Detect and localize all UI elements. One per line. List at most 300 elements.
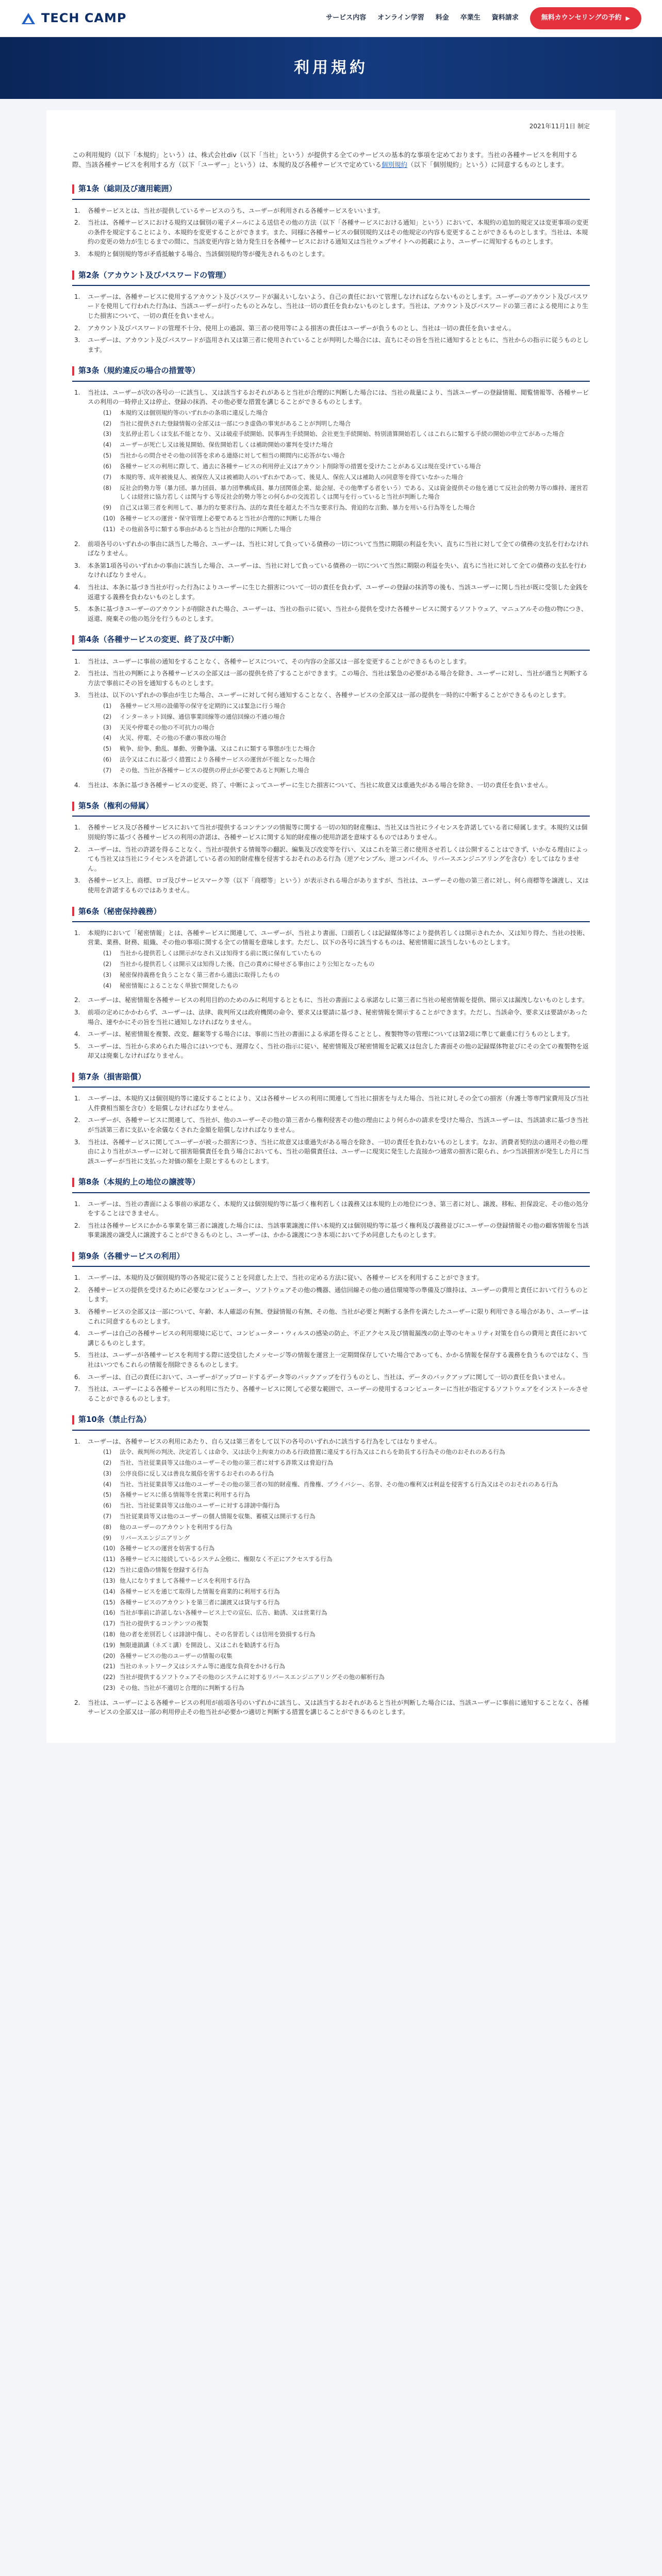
sub-item-text: 当社に提供された登録情報の全部又は一部につき虚偽の事実があることが判明した場合 — [120, 419, 351, 427]
sub-item — [103, 1448, 558, 1457]
article-item — [74, 781, 590, 790]
item-text: ユーザーは、秘密情報を複製、改変、翻案等する場合には、事前に当社の書面による承諾を得ることとし、複製物等の管理については第2項に準じて厳重に行うものとします。 — [88, 1030, 574, 1038]
item-text: 当社は、ユーザーによる各種サービスの利用が前項各号のいずれかに該当し、又は該当するおそれがあると当社が判断した場合には、当該ユーザーに事前に通知することなく、各種サービスの全部又は一部の利用停止その他当社が必要かつ適切と判断する措置を講じることができるものとします。 — [88, 1699, 589, 1716]
item-number: 3. — [74, 691, 80, 699]
sub-item — [103, 1501, 558, 1511]
item-text: ユーザーは、当社の許諾を得ることなく、当社が提供する情報等の翻訳、編集及び改変等を行い、又はこれを第三者に使用させ若しくは公開することはできず、いかなる理由によっても当社又は当社にライセンスを許諾している者の知的財産権を侵害するおそれのある行為（逆アセンブル、逆コンパイル、リバースエンジニアリングを含む）をしてはなりません。 — [88, 845, 588, 872]
sub-item-text: 反社会的勢力等（暴力団、暴力団員、暴力団準構成員、暴力団関係企業、総会屋、その他準ずる者をいう）である、又は資金提供その他を通じて反社会的勢力等の維持、運営若しくは経営に協力若しくは関与する等反社会的勢力等との何らかの交流若しくは関与を行っていると当社が判断した場合 — [120, 484, 588, 501]
sub-item-text: 法令又はこれに基づく措置により各種サービスの運営が不能となった場合 — [120, 756, 316, 763]
article-title: 第2条（アカウント及びパスワードの管理） — [78, 270, 231, 280]
sub-item-text: その他前各号に類する事由があると当社が合理的に判断した場合 — [120, 525, 292, 533]
sub-item — [103, 1587, 558, 1597]
sub-item-text: 本規約等、成年被後見人、被保佐人又は被補助人のいずれかであって、後見人、保佐人又は補助人の同意等を得ていなかった場合 — [120, 473, 464, 481]
item-body — [88, 206, 384, 216]
article-item — [74, 1221, 590, 1240]
item-text: ユーザーは自己の各種サービスの利用環境に応じて、コンピューター・ウィルスの感染の防止、不正アクセス及び情報漏洩の防止等のセキュリティ対策を自らの費用と責任において講じるものとします。 — [88, 1330, 588, 1347]
item-number: 1. — [74, 824, 80, 832]
article-item — [74, 539, 590, 558]
sub-item-number: (19) — [103, 1641, 115, 1649]
sub-item-number: (15) — [103, 1598, 115, 1606]
sub-item-number: (4) — [103, 734, 112, 742]
sub-item-number: (12) — [103, 1566, 115, 1574]
sub-item-text: 当社の提供するコンテンツの複製 — [120, 1620, 208, 1628]
heading-accent-bar — [72, 184, 74, 194]
item-text: 当社は、本条に基づき当社が行った行為によりユーザーに生じた損害について一切の責任を負わず、ユーザーの登録の抹消等の後も、当該ユーザーに関し当社が既に受領した金銭を返還する義務を負わないものとします。 — [88, 583, 588, 601]
heading-accent-bar — [72, 635, 74, 645]
item-number: 5. — [74, 1042, 80, 1050]
item-body — [88, 1199, 590, 1218]
sub-item-text: 各種サービス用の設備等の保守を定期的に又は緊急に行う場合 — [120, 702, 286, 709]
sub-item — [103, 1566, 558, 1575]
item-number: 4. — [74, 583, 80, 591]
sub-item-number: (4) — [103, 1480, 112, 1488]
item-body — [88, 604, 590, 623]
sub-item-text: 天災や停電その他の不可抗力の場合 — [120, 723, 214, 731]
article-item — [74, 583, 590, 602]
sub-item-number: (7) — [103, 473, 112, 481]
article-item — [74, 1329, 590, 1348]
sub-item — [103, 451, 590, 461]
heading-accent-bar — [72, 1252, 74, 1261]
item-text: ユーザーは、本規約又は個別規約等に違反することにより、又は各種サービスの利用に関連して当社に損害を与えた場合、当社に対しその全ての損害（弁護士等専門家費用及び当社人件費相当額を含む）を賠償しなければなりません。 — [88, 1095, 589, 1112]
sub-item-number: (21) — [103, 1663, 115, 1670]
sub-item — [103, 419, 590, 429]
item-body — [88, 1042, 590, 1061]
item-number: 2. — [74, 1116, 80, 1124]
item-body — [88, 657, 470, 667]
sub-item-number: (1) — [103, 950, 112, 957]
logo-text: TECH CAMP — [41, 10, 127, 25]
article-item — [74, 1029, 590, 1039]
item-body — [88, 1008, 590, 1027]
sub-item — [103, 713, 570, 722]
sub-item — [103, 525, 590, 534]
item-text: 各種サービス及び各種サービスにおいて当社が提供するコンテンツの情報等に関する一切の知的財産権は、当社又は当社にライセンスを許諾している者に帰属します。本規約又は個別規約等に基づく各種サービスの利用の許諾は、各種サービスに関する知的財産権の使用許諾を意味するものではありません。 — [88, 824, 588, 841]
sub-item — [103, 462, 590, 471]
item-text: 本規約において「秘密情報」とは、各種サービスに関連して、ユーザーが、当社より書面、口頭若しくは記録媒体等により提供若しくは開示されたか、又は知り得た、当社の技術、営業、業務、財務、組織、その他の事項に関する全ての情報を意味します。ただし、以下の各号に該当するものは、秘密情報に該当しないものとします。 — [88, 929, 589, 946]
item-body — [88, 1350, 590, 1369]
item-text: 当社は、以下のいずれかの事由が生じた場合、ユーザーに対して何ら通知することなく、各種サービスの全部又は一部の提供を一時的に中断することができるものとします。 — [88, 691, 570, 699]
item-number: 3. — [74, 336, 80, 344]
sub-item-text: 当社から提供若しくは開示又は知得した後、自己の責めに帰せざる事由により公知となったもの — [120, 960, 375, 968]
item-number: 5. — [74, 605, 80, 613]
article-heading — [72, 800, 590, 817]
sub-item-list — [88, 409, 590, 534]
nav-documents[interactable]: 資料請求 — [491, 14, 519, 22]
item-number: 2. — [74, 1286, 80, 1294]
article-item — [74, 1115, 590, 1134]
sub-item-text: 他の者を差別若しくは誹謗中傷し、その名誉若しくは信用を毀損する行為 — [120, 1630, 316, 1638]
sub-item-text: 本規約又は個別規約等のいずれかの条項に違反した場合 — [120, 409, 268, 416]
item-body — [88, 995, 588, 1005]
article-item — [74, 335, 590, 354]
article-section — [72, 365, 590, 623]
item-body — [88, 249, 328, 259]
article-item — [74, 1307, 590, 1326]
item-text: 本条に基づきユーザーのアカウントが削除された場合、ユーザーは、当社の指示に従い、当社から提供を受けた各種サービスに関するソフトウェア、マニュアルその他の物につき、返還、廃棄その他の処分を行うものとします。 — [88, 605, 588, 622]
sub-item-text: ユーザーが死亡し又は後見開始、保佐開始若しくは補助開始の審判を受けた場合 — [120, 441, 333, 449]
item-text: ユーザーは、アカウント及びパスワードが盗用され又は第三者に使用されていることが判明した場合には、直ちにその旨を当社に通知するとともに、当社からの指示に従うものとします。 — [88, 336, 589, 353]
sub-item — [103, 440, 590, 450]
article-item — [74, 995, 590, 1005]
item-number: 2. — [74, 1699, 80, 1706]
item-number: 7. — [74, 1385, 80, 1393]
sub-item-number: (3) — [103, 723, 112, 731]
sub-item-text: インターネット回線、通信事業回線等の通信回線の不通の場合 — [120, 713, 285, 720]
item-text: ユーザーは、秘密情報を各種サービスの利用目的のためのみに利用するとともに、当社の書面による承諾なしに第三者に当社の秘密情報を提供、開示又は漏洩しないものとします。 — [88, 996, 589, 1004]
article-item — [74, 1094, 590, 1113]
nav-online[interactable]: オンライン学習 — [377, 14, 424, 22]
item-number: 4. — [74, 781, 80, 789]
item-body — [88, 292, 590, 321]
sub-item-text: 各種サービスの利用に際して、過去に各種サービスの利用停止又はアカウント削除等の措置を受けたことがある又は現在受けている場合 — [120, 462, 482, 470]
item-body — [88, 1698, 590, 1717]
sub-item-number: (3) — [103, 971, 112, 978]
sub-item-number: (5) — [103, 745, 112, 753]
nav-price[interactable]: 料金 — [435, 14, 449, 22]
sub-item — [103, 1480, 558, 1489]
enacted-date: 2021年11月1日 制定 — [529, 123, 590, 130]
item-text: 各種サービスの全部又は一部について、年齢、本人確認の有無、登録情報の有無、その他、当社が必要と判断する条件を満たしたユーザーに限り利用できる場合があり、ユーザーはこれに同意するものとします。 — [88, 1308, 589, 1325]
article-heading — [72, 183, 590, 199]
sub-item — [103, 1490, 558, 1500]
sub-item-number: (2) — [103, 713, 112, 720]
item-body — [88, 1273, 483, 1283]
sub-item-text: 各種サービスのアカウントを第三者に譲渡又は貸与する行為 — [120, 1598, 280, 1606]
sub-item — [103, 755, 570, 765]
item-body — [88, 1285, 590, 1304]
article-item — [74, 1437, 590, 1696]
item-number: 1. — [74, 1200, 80, 1208]
sub-item — [103, 1555, 558, 1564]
article-item — [74, 1350, 590, 1369]
sub-item — [103, 1641, 558, 1650]
individual-terms-link[interactable]: 個別規約 — [382, 160, 408, 168]
item-number: 1. — [74, 207, 80, 214]
sub-item-text: 他人になりすまして各種サービスを利用する行為 — [120, 1577, 250, 1584]
logo[interactable] — [21, 9, 126, 28]
item-number: 2. — [74, 1222, 80, 1229]
sub-item — [103, 503, 590, 513]
article-item-list — [72, 928, 590, 1061]
article-heading — [72, 365, 590, 381]
sub-item-number: (9) — [103, 1534, 112, 1541]
item-number: 2. — [74, 670, 80, 677]
sub-item-number: (16) — [103, 1609, 115, 1617]
sub-item-number: (5) — [103, 452, 112, 460]
article-title: 第10条（禁止行為） — [78, 1415, 151, 1425]
item-number: 1. — [74, 388, 80, 396]
sub-item — [103, 1608, 558, 1618]
item-text: ユーザーは、当社から求められた場合にはいつでも、遅滞なく、当社の指示に従い、秘密情報及び秘密情報を記載又は包含した書面その他の記録媒体物並びにその全ての複製物を返却又は廃棄しなければなりません。 — [88, 1042, 589, 1060]
article-item — [74, 1273, 590, 1283]
article-title: 第4条（各種サービスの変更、終了及び中断） — [78, 635, 239, 645]
sub-item — [103, 1459, 558, 1468]
article-item — [74, 669, 590, 688]
item-body — [88, 928, 590, 993]
sub-item — [103, 1652, 558, 1661]
item-text: 各種サービス上、商標、ロゴ及びサービスマーク等（以下「商標等」という）が表示される場合がありますが、当社は、ユーザーその他の第三者に対し、何ら商標等を譲渡し、又は使用を許諾するものではありません。 — [88, 877, 589, 894]
item-body — [88, 583, 590, 602]
article-section — [72, 1414, 590, 1717]
item-number: 2. — [74, 219, 80, 227]
sub-item-number: (9) — [103, 504, 112, 512]
article-item — [74, 249, 590, 259]
item-number: 2. — [74, 324, 80, 332]
sub-item-text: 各種サービスに係る情報等を営業に利用する行為 — [120, 1491, 250, 1499]
sub-item-text: 各種サービスの他のユーザーの情報の収集 — [120, 1652, 233, 1659]
article-title: 第3条（規約違反の場合の措置等） — [78, 366, 200, 376]
sub-item-text: 当社に虚偽の情報を登録する行為 — [120, 1566, 209, 1574]
sub-item-number: (5) — [103, 1491, 112, 1499]
item-number: 2. — [74, 996, 80, 1004]
article-heading — [72, 1414, 590, 1430]
sub-item-number: (7) — [103, 1513, 112, 1520]
sub-item — [103, 1544, 558, 1553]
article-section — [72, 1176, 590, 1240]
sub-item-text: 法令、裁判所の判決、決定若しくは命令、又は法令上拘束力のある行政措置に違反する行為又はこれらを助長する行為その他のおそれのある行為 — [120, 1448, 505, 1456]
item-number: 3. — [74, 1138, 80, 1146]
item-body — [88, 845, 590, 874]
item-body — [88, 1221, 590, 1240]
article-item — [74, 206, 590, 216]
item-number: 2. — [74, 845, 80, 853]
item-text: 当社は、当社の判断により各種サービスの全部又は一部の提供を終了することができます。この場合、当社は緊急の必要がある場合を除き、ユーザーに対し、当社が適当と判断する方法で事前にその旨を通知するものとします。 — [88, 670, 588, 687]
item-text: 前項各号のいずれかの事由に該当した場合、ユーザーは、当社に対して負っている債務の一切について当然に期限の利益を失い、直ちに当社に対して全ての債務の支払を行わなければなりません。 — [88, 540, 589, 557]
item-body — [88, 335, 590, 354]
sub-item — [103, 1577, 558, 1586]
sub-item-text: 無限連鎖講（ネズミ講）を開設し、又はこれを勧誘する行為 — [120, 1641, 280, 1649]
sub-item — [103, 409, 590, 418]
article-title: 第8条（本規約上の地位の譲渡等） — [78, 1177, 200, 1187]
sub-item-number: (1) — [103, 1448, 112, 1456]
sub-item-number: (11) — [103, 1555, 115, 1563]
item-text: 当社は、ユーザーによる各種サービスの利用に当たり、各種サービスに関して必要な範囲で、ユーザーの使用するコンピューターに当社が指定するソフトウェアをインストールさせることができるものとします。 — [88, 1385, 588, 1402]
item-text: ユーザーは、各種サービスに使用するアカウント及びパスワードが漏えいしないよう、自己の責任において管理しなければならないものとします。ユーザーのアカウント及びパスワードを使用して行われた行為は、当該ユーザーが行ったものとみなし、当社は一切の責任を負わないものとします。当社は、アカウント及びパスワードの第三者による使用により生じた損害について、一切の責任を負いません。 — [88, 293, 588, 319]
article-item-list — [72, 388, 590, 624]
item-text: 当社は、各種サービスに関してユーザーが被った損害につき、当社に故意又は重過失がある場合を除き、一切の責任を負わないものとします。なお、消費者契約法の適用その他の理由により当社がユーザーに対して損害賠償責任を負う場合においても、当社の賠償責任は、ユーザーに現実に発生した直接かつ通常の損害に限られ、かつ当該損害が発生した月に当該ユーザーが当社に支払った対価の額を上限とするものとします。 — [88, 1138, 589, 1165]
sub-item-text: 当社からの問合せその他の回答を求める連絡に対して相当の期間内に応答がない場合 — [120, 452, 345, 460]
heading-accent-bar — [72, 1073, 74, 1082]
article-item — [74, 1042, 590, 1061]
sub-item-number: (1) — [103, 702, 112, 709]
articles-container — [72, 183, 590, 1717]
sub-item-number: (8) — [103, 484, 112, 492]
article-heading — [72, 906, 590, 922]
item-text: 前項の定めにかかわらず、ユーザーは、法律、裁判所又は政府機関の命令、要求又は要請に基づき、秘密情報を開示することができます。ただし、当該命令、要求又は要請があった場合、速やかにその旨を当社に通知しなければなりません。 — [88, 1008, 588, 1026]
item-body — [88, 561, 590, 580]
item-body — [88, 1372, 569, 1382]
nav-graduates[interactable]: 卒業生 — [460, 14, 481, 22]
sub-item-number: (10) — [103, 1545, 115, 1552]
heading-accent-bar — [72, 270, 74, 280]
article-item — [74, 823, 590, 842]
sub-item-text: 戦争、紛争、動乱、暴動、労働争議、又はこれに類する事態が生じた場合 — [120, 745, 316, 753]
article-title: 第5条（権利の帰属） — [78, 801, 154, 811]
sub-item — [103, 981, 590, 991]
intro-text-after: （以下「個別規約」という）に同意するものとします。 — [407, 160, 568, 168]
sub-item-text: 自己又は第三者を利用して、暴力的な要求行為、法的な責任を超えた不当な要求行為、脅迫的な言動、暴力を用いる行為等をした場合 — [120, 504, 475, 512]
article-item — [74, 218, 590, 247]
article-item — [74, 324, 590, 333]
sub-item — [103, 960, 590, 969]
sub-item-number: (3) — [103, 1469, 112, 1477]
item-number: 4. — [74, 1030, 80, 1038]
item-body — [88, 1094, 590, 1113]
sub-item-number: (6) — [103, 462, 112, 470]
chevron-right-icon: ▶ — [625, 14, 630, 22]
item-text: 当社は、各種サービスにおける規約又は個別の電子メールによる送信その他の方法（以下「各種サービスにおける通知」という）において、本規約の追加的規定又は変更事項の変更の条件を規定することにより、本規約を変更することができます。また、同様に各種サービスの個別規約又はその他規定の内容も変更することができるものとします。当社は、本規約の変更の効力が生じるまでの間に、当該変更内容と効力発生日を各種サービスにおける通知又は当社ウェブサイトへの掲載により、ユーザーに周知するものとします。 — [88, 219, 589, 246]
sub-item — [103, 1512, 558, 1521]
sub-item — [103, 484, 590, 502]
item-number: 1. — [74, 1274, 80, 1282]
item-text: 当社は、本条に基づき各種サービスの変更、終了、中断によってユーザーに生じた損害について、当社に故意又は重過失がある場合を除き、一切の責任を負いません。 — [88, 781, 552, 789]
sub-item — [103, 971, 590, 980]
item-text: 当社は、ユーザーが次の各号の一に該当し、又は該当するおそれがあると当社が合理的に判断した場合には、当社の裁量により、当該ユーザーの登録情報、閲覧情報等、各種サービスの利用の一時停止又は停止、登録の抹消、その他必要な措置を講じることができるものとします。 — [88, 388, 589, 406]
item-number: 1. — [74, 1437, 80, 1445]
article-item-list — [72, 1273, 590, 1403]
sub-item-number: (1) — [103, 409, 112, 416]
item-number: 3. — [74, 250, 80, 258]
sub-item-text: 当社、当社従業員等又は他のユーザーその他の第三者の知的財産権、肖像権、プライバシー、名誉、その他の権利又は利益を侵害する行為又はそのおそれのある行為 — [120, 1480, 558, 1488]
sub-item-number: (13) — [103, 1577, 115, 1584]
sub-item-number: (14) — [103, 1587, 115, 1595]
item-number: 3. — [74, 1308, 80, 1315]
sub-item-text: その他、当社が不適切と合理的に判断する行為 — [120, 1684, 244, 1691]
sub-item-text: 当社が提供するソフトウェアその他のシステムに対するリバースエンジニアリングその他の解析行為 — [120, 1673, 385, 1681]
article-item — [74, 604, 590, 623]
article-item — [74, 1138, 590, 1166]
sub-item-number: (7) — [103, 766, 112, 774]
sub-item — [103, 430, 590, 439]
sub-item — [103, 1523, 558, 1532]
heading-accent-bar — [72, 907, 74, 916]
article-item — [74, 876, 590, 895]
sub-item — [103, 1662, 558, 1671]
sub-item-text: 他のユーザーのアカウントを利用する行為 — [120, 1523, 233, 1531]
article-item — [74, 1372, 590, 1382]
item-body — [88, 324, 515, 333]
sub-item — [103, 744, 570, 754]
article-title: 第6条（秘密保持義務） — [78, 906, 161, 916]
item-body — [88, 1307, 590, 1326]
article-item — [74, 657, 590, 667]
sub-item — [103, 1684, 558, 1693]
sub-item-text: 各種サービスを通じて取得した情報を商業的に利用する行為 — [120, 1587, 280, 1595]
article-item-list — [72, 1199, 590, 1240]
item-text: 当社は、ユーザーに事前の通知をすることなく、各種サービスについて、その内容の全部又は一部を変更することができるものとします。 — [88, 657, 471, 665]
heading-accent-bar — [72, 1415, 74, 1425]
sub-item-number: (2) — [103, 419, 112, 427]
sub-item — [103, 1469, 558, 1479]
sub-item-text: 火災、停電、その他の不慮の事故の場合 — [120, 734, 226, 742]
sub-item — [103, 1534, 558, 1543]
article-heading — [72, 1071, 590, 1088]
item-body — [88, 781, 552, 790]
item-number: 6. — [74, 1373, 80, 1381]
article-item — [74, 1008, 590, 1027]
sub-item — [103, 734, 570, 743]
article-item-list — [72, 1094, 590, 1166]
sub-item-text: 当社のネットワーク又はシステム等に過度な負荷をかける行為 — [120, 1663, 285, 1670]
sub-item-text: 各種サービスに接続しているシステム全般に、権限なく不正にアクセスする行為 — [120, 1555, 333, 1563]
item-text: 各種サービスとは、当社が提供しているサービスのうち、ユーザーが利用される各種サービスをいいます。 — [88, 207, 385, 214]
item-number: 5. — [74, 1351, 80, 1359]
article-heading — [72, 1250, 590, 1267]
article-item — [74, 1698, 590, 1717]
article-item — [74, 561, 590, 580]
sub-item-number: (10) — [103, 514, 115, 522]
sub-item-number: (18) — [103, 1630, 115, 1638]
item-text: 当社は各種サービスにかかる事業を第三者に譲渡した場合には、当該事業譲渡に伴い本規約又は個別規約等に基づく権利及び義務並びにユーザーの登録情報その他の顧客情報を当該事業譲渡の譲受人に譲渡することができるものとし、ユーザーは、かかる譲渡につき本項において予め同意したものとします。 — [88, 1222, 589, 1239]
item-body — [88, 876, 590, 895]
item-body — [88, 1437, 558, 1696]
sub-item-text: その他、当社が各種サービスの提供の停止が必要であると判断した場合 — [120, 766, 309, 774]
nav-service[interactable]: サービス内容 — [326, 14, 367, 22]
article-item-list — [72, 823, 590, 895]
sub-item-text: 秘密情報によることなく単独で開発したもの — [120, 981, 238, 989]
counseling-reservation-button[interactable] — [530, 7, 641, 29]
sub-item — [103, 949, 590, 958]
sub-item-number: (8) — [103, 1523, 112, 1531]
item-body — [88, 1329, 590, 1348]
item-text: 本規約と個別規約等が矛盾抵触する場合、当該個別規約等が優先されるものとします。 — [88, 250, 329, 258]
item-number: 1. — [74, 293, 80, 300]
sub-item — [103, 1598, 558, 1607]
sub-item-text: 各種サービスの運営・保守管理上必要であると当社が合理的に判断した場合 — [120, 514, 321, 522]
item-number: 4. — [74, 1330, 80, 1337]
item-body — [88, 1029, 573, 1039]
article-section — [72, 906, 590, 1061]
sub-item-text: 秘密保持義務を負うことなく第三者から適法に取得したもの — [120, 971, 280, 978]
sub-item-number: (6) — [103, 756, 112, 763]
article-item-list — [72, 206, 590, 259]
sub-item-text: 当社から提供若しくは開示がなされ又は知得する前に既に保有していたもの — [120, 950, 321, 957]
item-body — [88, 218, 590, 247]
sub-item-list — [88, 702, 570, 775]
article-item — [74, 1199, 590, 1218]
article-item-list — [72, 657, 590, 790]
sub-item-number: (22) — [103, 1673, 115, 1681]
sub-item-text: 当社、当社従業員等又は他のユーザーその他の第三者に対する詐欺又は脅迫行為 — [120, 1459, 333, 1466]
page-hero — [0, 37, 662, 99]
item-number: 3. — [74, 877, 80, 885]
item-body — [88, 823, 590, 842]
sub-item — [103, 473, 590, 482]
sub-item-text: 当社が事前に許諾しない各種サービス上での宣伝、広告、勧誘、又は営業行為 — [120, 1609, 327, 1617]
article-section — [72, 1250, 590, 1403]
article-item-list — [72, 1437, 590, 1717]
item-text: ユーザーは、当社の書面による事前の承諾なく、本規約又は個別規約等に基づく権利若しくは義務又は本規約上の地位につき、第三者に対し、譲渡、移転、担保設定、その他の処分をすることはできません。 — [88, 1200, 589, 1217]
intro-text-before: この利用規約（以下「本規約」という）は、株式会社div（以下「当社」という）が提供する全てのサービスの基本的な事項を定めております。当社の各種サービスを利用する際、当該各種サービスを利用する方（以下「ユーザー」という）は、本規約及び各種サービスで定めている — [72, 150, 578, 168]
article-section — [72, 1071, 590, 1166]
article-item — [74, 388, 590, 537]
sub-item — [103, 1673, 558, 1682]
item-body — [88, 1384, 590, 1403]
item-text: ユーザーが、各種サービスに関連して、当社が、他のユーザーその他の第三者から権利侵害その他の理由により何らかの請求を受けた場合、当該ユーザーは、当該請求に基づき当社が当該第三者に支払いを余儀なくされた金額を賠償しなければなりません。 — [88, 1116, 589, 1133]
article-item — [74, 690, 590, 777]
item-text: アカウント及びパスワードの管理不十分、使用上の過誤、第三者の使用等による損害の責任はユーザーが負うものとし、当社は一切の責任を負いません。 — [88, 324, 515, 332]
article-title: 第1条（総則及び適用範囲） — [78, 184, 177, 194]
item-text: ユーザーは、各種サービスの利用にあたり、自ら又は第三者をして以下の各号のいずれかに該当する行為をしてはなりません。 — [88, 1437, 441, 1445]
article-heading — [72, 1176, 590, 1193]
sub-item — [103, 723, 570, 733]
sub-item-number: (6) — [103, 1502, 112, 1510]
article-item — [74, 292, 590, 321]
site-header — [0, 0, 662, 37]
article-item — [74, 1285, 590, 1304]
item-text: ユーザーは、自己の責任において、ユーザーがアップロードするデータ等のバックアップを行うものとし、当社は、データのバックアップに関して一切の責任を負いません。 — [88, 1373, 569, 1381]
